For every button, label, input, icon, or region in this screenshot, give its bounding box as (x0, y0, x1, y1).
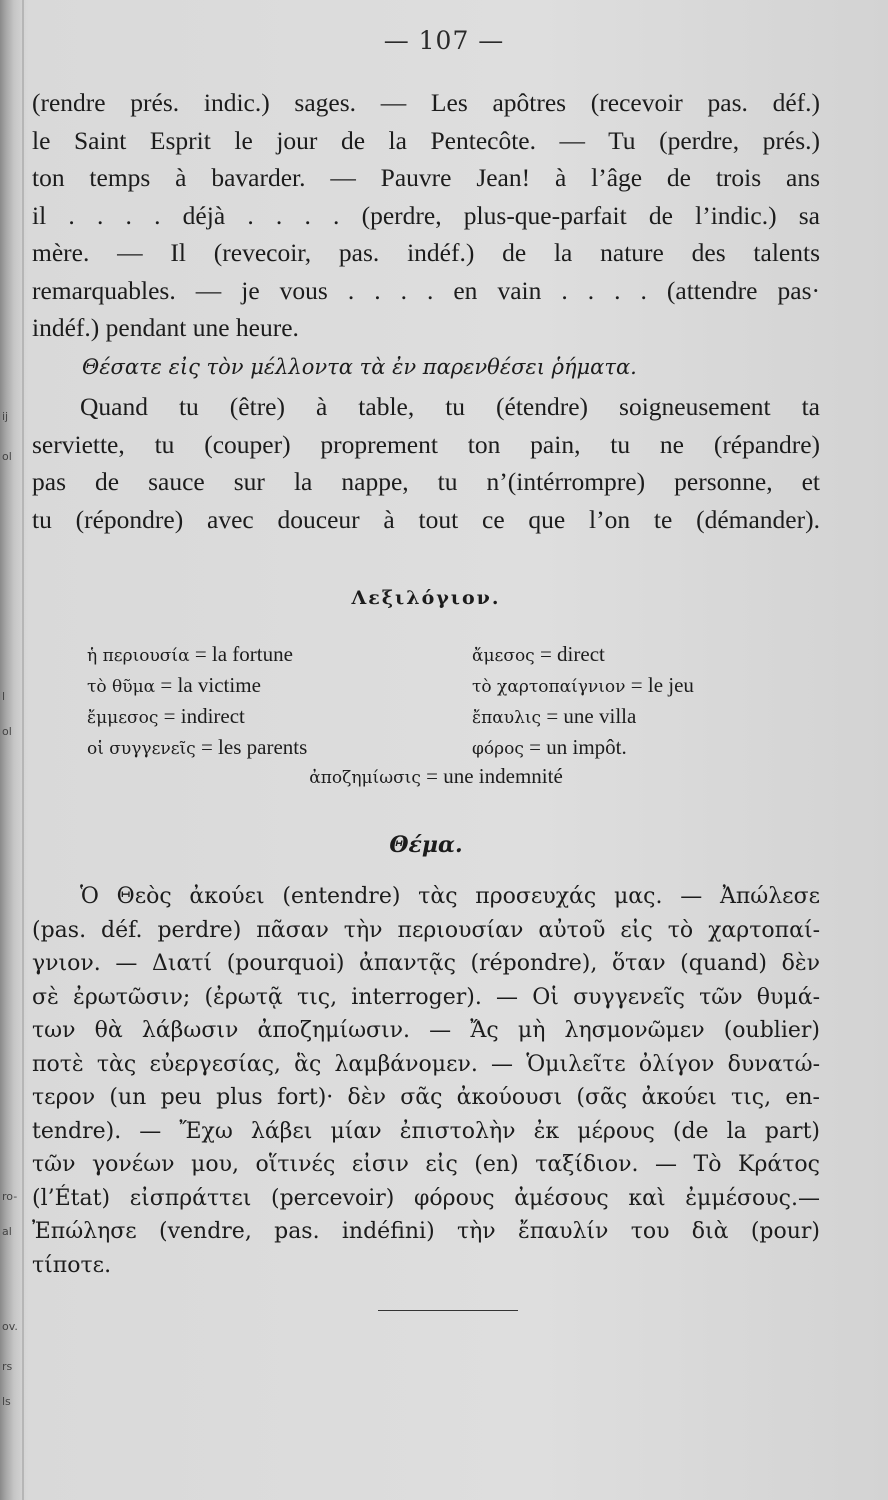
spine-mark: l (2, 690, 6, 703)
vocab-greek: ἔπαυλις (472, 707, 542, 728)
text-line: pas de sauce sur la nappe, tu n’(intérrompre) personne, et (32, 467, 820, 496)
greek-instruction: Θέσατε εἰς τὸν μέλλοντα τὰ ἐν παρενθέσει ῥήματα. (82, 354, 637, 379)
text-line: Ἐπώλησε (vendre, pas. indéfini) τὴν ἔπαυλίν του διὰ (pour) (32, 1219, 820, 1244)
vocab-french: = la victime (160, 672, 261, 697)
vocab-french: = les parents (200, 734, 308, 759)
vocab-french: = la fortune (194, 641, 293, 666)
page-number: — 107 — (383, 26, 505, 55)
vocab-entry (87, 640, 447, 671)
thema-title: Θέμα. (389, 831, 463, 858)
text-line: τερον (un peu plus fort)· δὲν σᾶς ἀκούουσι (σᾶς ἀκούει τις, en- (32, 1085, 820, 1110)
vocab-entry (87, 733, 447, 764)
section-rule (378, 1310, 518, 1311)
vocab-french: = indirect (163, 703, 245, 728)
vocab-french: = une indemnité (426, 763, 563, 788)
vocab-french: = une villa (546, 703, 637, 728)
text-line: (l’État) εἰσπράττει (percevoir) φόρους ἀμέσους καὶ ἐμμέσους.— (32, 1185, 820, 1211)
text-line: le Saint Esprit le jour de la Pentecôte. — Tu (perdre, prés.) (32, 125, 820, 155)
vocab-french: = direct (539, 641, 605, 666)
vocab-french: = un impôt. (529, 734, 627, 759)
vocab-greek: ἀποζημίωσις (309, 767, 421, 788)
vocab-entry (472, 671, 832, 702)
spine-mark: ij (2, 410, 9, 423)
spine-mark: ov. (2, 1320, 18, 1333)
text-line: serviette, tu (couper) proprement ton pain, tu ne (répandre) (32, 429, 820, 459)
text-line: ποτὲ τὰς εὐεργεσίας, ἃς λαμβάνομεν. — Ὁμιλεῖτε ὀλίγον δυνατώ- (32, 1051, 820, 1077)
thema-text (32, 880, 820, 1282)
vocab-entry (87, 702, 447, 733)
spine-mark: ls (2, 1395, 11, 1408)
spine-mark: ro- (2, 1190, 18, 1203)
vocabulary-list (32, 640, 820, 764)
text-line: remarquables. — je vous . . . . en vain . . . . (attendre pas· (32, 275, 820, 305)
text-line: Ὁ Θεὸς ἀκούει (entendre) τὰς προσευχάς μας. — Ἀπώλεσε (80, 884, 820, 909)
text-line: τῶν γονέων μου, οἵτινές εἰσιν εἰς (en) ταξίδιον. — Τὸ Κράτος (32, 1152, 820, 1177)
text-line: γνιον. — Διατί (pourquoi) ἀπαντᾷς (répondre), ὅταν (quand) δὲν (32, 951, 820, 976)
exercise-french (32, 84, 820, 347)
text-line: il . . . . déjà . . . . (perdre, plus-que-parfait de l’indic.) sa (32, 200, 820, 230)
text-line: (pas. déf. perdre) πᾶσαν τὴν περιουσίαν αὐτοῦ εἰς τὸ χαρτοπαί- (32, 917, 820, 943)
exercise-future (32, 388, 820, 538)
text-line: ton temps à bavarder. — Pauvre Jean! à l’âge de trois ans (32, 163, 820, 192)
text-line: Quand tu (être) à table, tu (étendre) soigneusement ta (80, 392, 820, 421)
text-line: τίποτε. (32, 1252, 112, 1278)
text-line: (rendre prés. indic.) sages. — Les apôtres (recevoir pas. déf.) (32, 88, 820, 117)
vocab-greek: ἄμεσος (472, 645, 535, 666)
vocab-entry (472, 702, 832, 733)
vocab-entry (87, 671, 447, 702)
text-line: tu (répondre) avec douceur à tout ce que l’on te (démander). (32, 504, 820, 534)
vocab-greek: τὸ χαρτοπαίγνιον (472, 676, 626, 697)
spine-mark: ol (2, 450, 12, 463)
vocab-greek: τὸ θῦμα (87, 676, 156, 697)
vocab-greek: φόρος (472, 738, 524, 759)
text-line: σὲ ἐρωτῶσιν; (ἐρωτᾷ τις, interroger). — Οἱ συγγενεῖς τῶν θυμά- (32, 984, 820, 1010)
vocab-entry-centered (32, 762, 820, 793)
vocab-greek: οἱ συγγενεῖς (87, 738, 196, 759)
text-line: indéf.) pendant une heure. (32, 313, 299, 342)
text-line: των θὰ λάβωσιν ἀποζημίωσιν. — Ἄς μὴ λησμονῶμεν (oublier) (32, 1018, 820, 1043)
spine-mark: rs (2, 1360, 13, 1373)
page-content (32, 84, 820, 1282)
vocabulary-title: Λεξιλόγιον. (351, 587, 501, 609)
spine-mark: ol (2, 725, 12, 738)
vocab-entry (472, 640, 832, 671)
spine-marks (0, 0, 22, 1500)
vocab-greek: ἔμμεσος (87, 707, 159, 728)
vocab-entry (472, 733, 832, 764)
spine-mark: al (2, 1225, 12, 1238)
text-line: mère. — Il (revecoir, pas. indéf.) de la nature des talents (32, 238, 820, 267)
vocab-greek: ἡ περιουσία (87, 645, 190, 666)
vocab-french: = le jeu (630, 672, 694, 697)
text-line: tendre). — Ἔχω λάβει μίαν ἐπιστολὴν ἐκ μέρους (de la part) (32, 1118, 820, 1144)
